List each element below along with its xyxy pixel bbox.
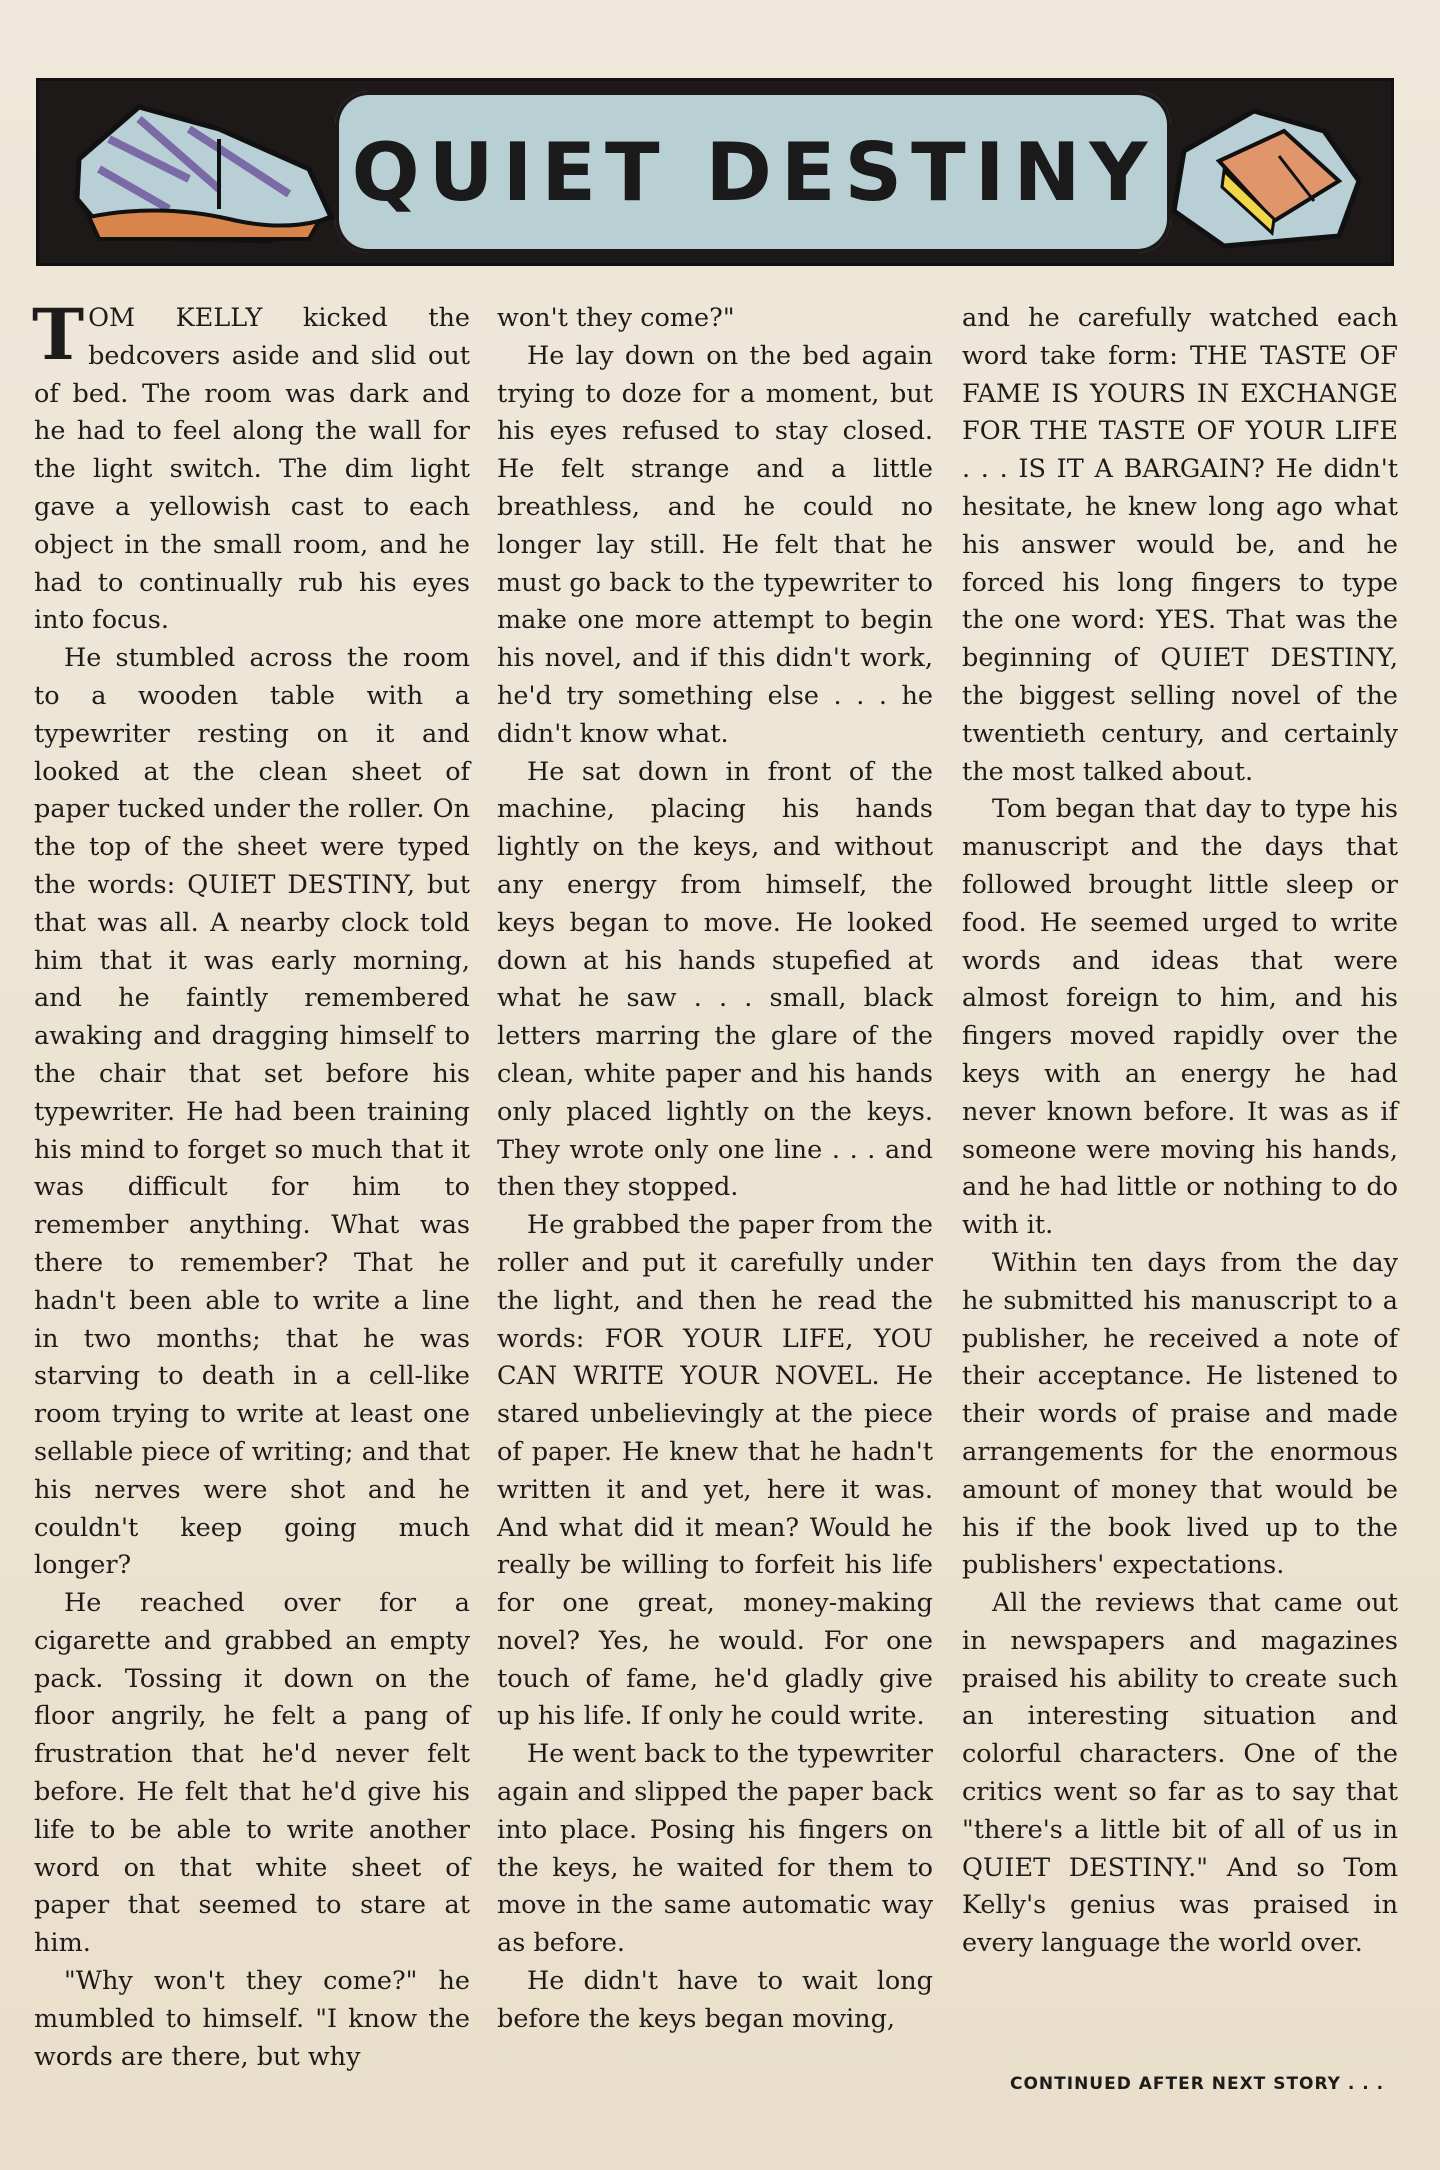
paragraph: He reached over for a cigarette and grabbed an empty pack. Tossing it down on the floor angrily, he felt a pang of frustration that he'd never felt before. He felt that he'd give his life to be able to write another word on that white sheet of paper that seemed to stare at him. bbox=[34, 1588, 470, 1959]
paragraph: He sat down in front of the machine, placing his hands lightly on the keys, and without any energy from himself, the keys began to move. He looked down at his hands stupefied at what he saw . . . small, black letters marring the glare of the clean, white paper and his hands only placed lightly on the keys. They wrote only one line . . . and then they stopped. bbox=[497, 756, 933, 1203]
paragraph: TOM KELLY kicked the bedcovers aside and slid out of bed. The room was dark and he had to feel along the wall for the light switch. The dim light gave a yellowish cast to each object in the small room, and he had to continually rub his eyes into focus. bbox=[32, 293, 470, 636]
article-column-3 bbox=[962, 300, 1398, 1963]
title-banner bbox=[36, 78, 1394, 266]
page-title: QUIET DESTINY bbox=[351, 126, 1157, 219]
paragraph: "Why won't they come?" he mumbled to himself. "I know the words are there, but why bbox=[34, 1966, 470, 2072]
paragraph: He stumbled across the room to a wooden table with a typewriter resting on it and looked at the clean sheet of paper tucked under the roller. On the top of the sheet were typed the words: QUIET DESTINY, but that was all. A nearby clock told him that it was early morning, and he faintly remembered awaking and dragging himself to the chair that set before his typewriter. He had been training his mind to forget so much that it was difficult for him to remember anything. What was there to remember? That he hadn't been able to write a line in two months; that he was starving to death in a cell-like room trying to write at least one sellable piece of writing; and that his nerves were shot and he couldn't keep going much longer? bbox=[34, 643, 470, 1581]
rock-book-illustration bbox=[1164, 101, 1364, 251]
paragraph: He lay down on the bed again trying to doze for a moment, but his eyes refused to stay closed. He felt strange and a little breathless, and he could no longer lay still. He felt that he must go back to the typewriter to make one more attempt to begin his novel, and if this didn't work, he'd try something else . . . he didn't know what. bbox=[497, 340, 933, 749]
paragraph: He grabbed the paper from the roller and put it carefully under the light, and then he read the words: FOR YOUR LIFE, YOU CAN WRITE YOUR NOVEL. He stared unbelievingly at the piece of paper. He knew that he hadn't written it and yet, here it was. And what did it mean? Would he really be willing to forfeit his life for one great, money-making novel? Yes, he would. For one touch of fame, he'd gladly give up his life. If only he could write. bbox=[497, 1210, 933, 1732]
article-column-1 bbox=[32, 293, 470, 2076]
continued-note: CONTINUED AFTER NEXT STORY . . . bbox=[1010, 2074, 1385, 2094]
rock-sailboat-illustration bbox=[69, 99, 339, 249]
paragraph: He didn't have to wait long before the keys began moving, bbox=[497, 1966, 933, 2034]
paragraph: Tom began that day to type his manuscript and the days that followed brought little sleep or food. He seemed urged to write words and ideas that were almost foreign to him, and his fingers moved rapidly over the keys with an energy he had never known before. It was as if someone were moving his hands, and he had little or nothing to do with it. bbox=[962, 794, 1398, 1241]
paragraph: Within ten days from the day he submitted his manuscript to a publisher, he received a note of their acceptance. He listened to their words of praise and made arrangements for the enormous amount of money that would be his if the book lived up to the publishers' expectations. bbox=[962, 1247, 1398, 1581]
paragraph: won't they come?" bbox=[497, 303, 735, 333]
drop-cap: T bbox=[32, 293, 85, 376]
article-column-2 bbox=[497, 300, 933, 2039]
paragraph: All the reviews that came out in newspapers and magazines praised his ability to create such an interesting situation and colorful characters. One of the critics went so far as to say that "there's a little bit of all of us in QUIET DESTINY." And so Tom Kelly's genius was praised in every language the world over. bbox=[962, 1588, 1398, 1959]
paragraph: and he carefully watched each word take form: THE TASTE OF FAME IS YOURS IN EXCHANGE FOR THE TASTE OF YOUR LIFE . . . IS IT A BARGAIN? He didn't hesitate, he knew long ago what his answer would be, and he forced his long fingers to type the one word: YES. That was the beginning of QUIET DESTINY, the biggest selling novel of the twentieth century, and certainly the most talked about. bbox=[962, 303, 1398, 787]
paragraph: He went back to the typewriter again and slipped the paper back into place. Posing his fingers on the keys, he waited for them to move in the same automatic way as before. bbox=[497, 1739, 933, 1959]
